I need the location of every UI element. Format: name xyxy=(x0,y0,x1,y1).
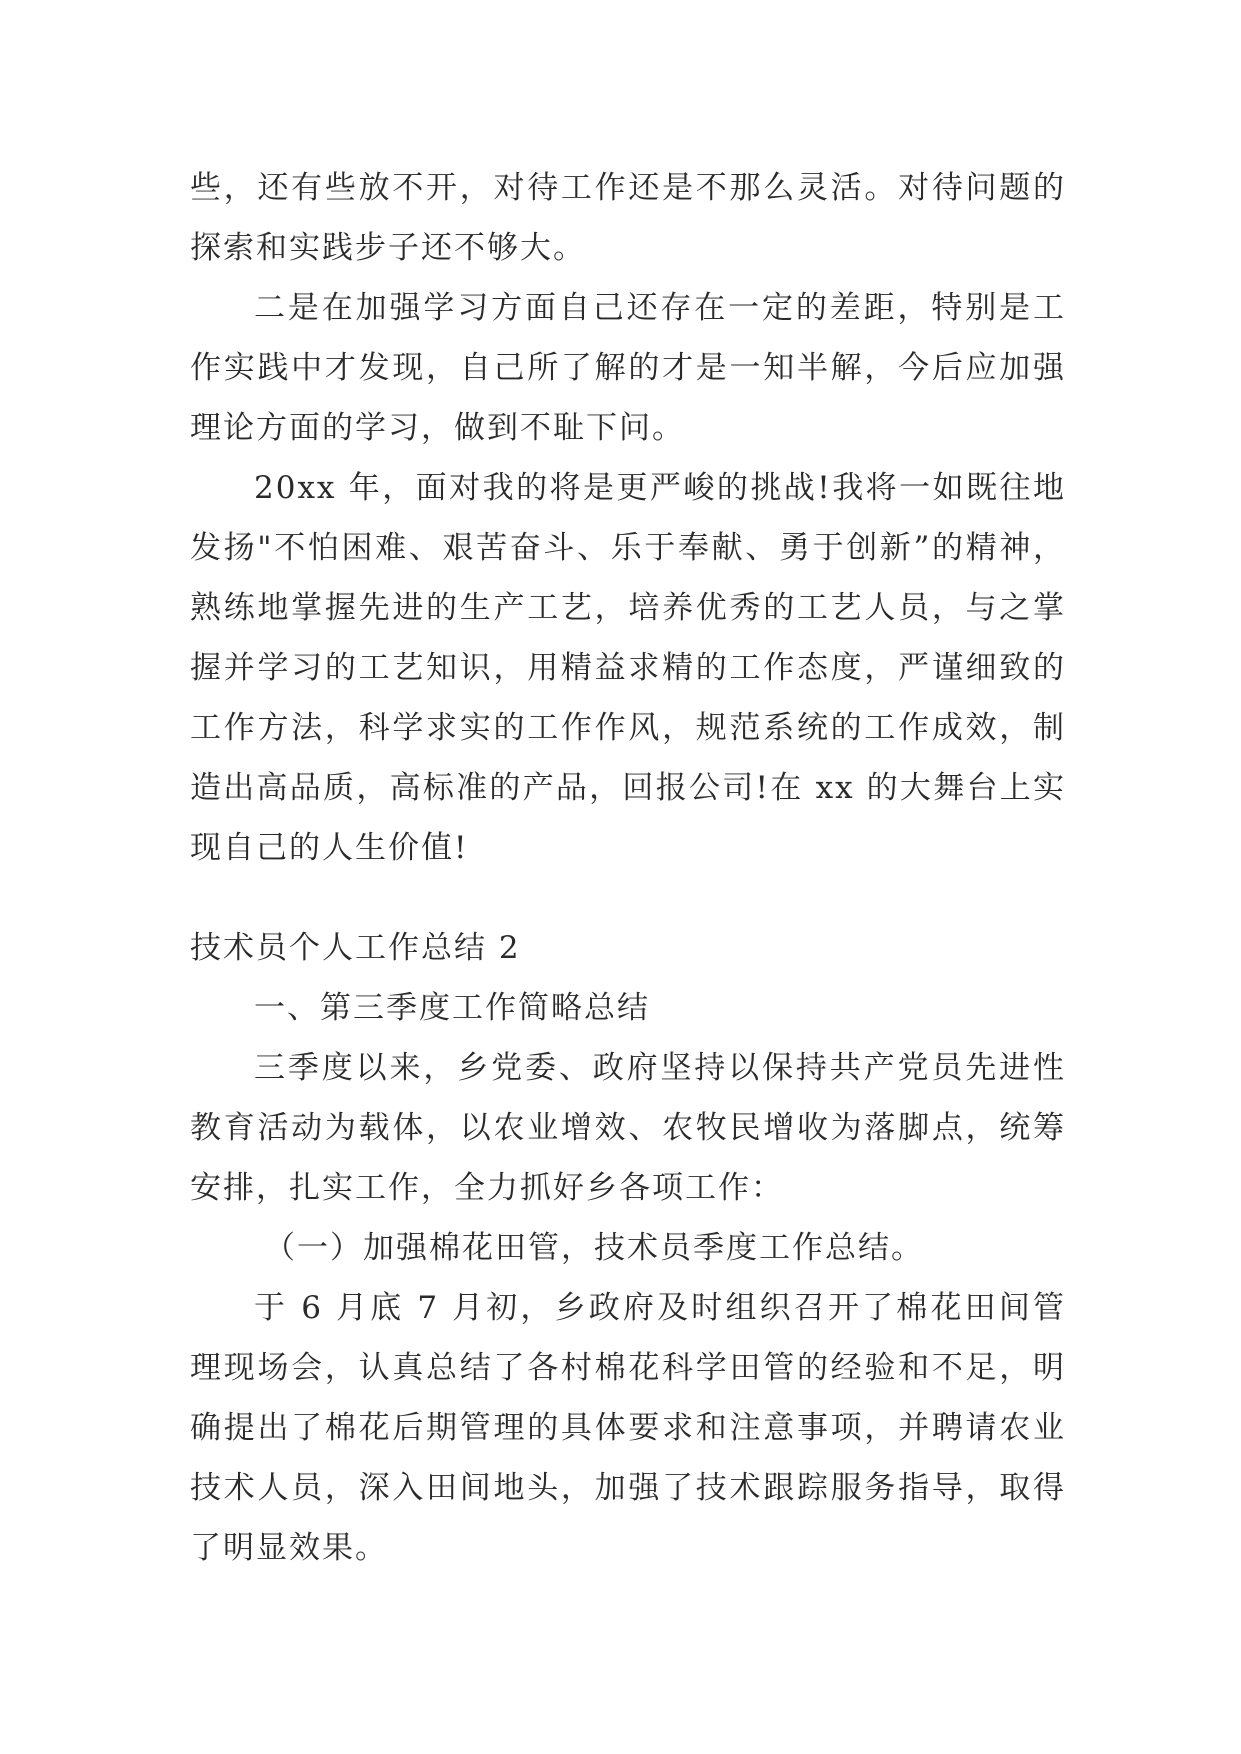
item-heading: （一）加强棉花田管，技术员季度工作总结。 xyxy=(264,1230,924,1266)
paragraph-cotton-management: 于 6 月底 7 月初，乡政府及时组织召开了棉花田间管理现场会，认真总结了各村棉花科学田管的经验和不足，明确提出了棉花后期管理的具体要求和注意事项，并聘请农业技术人员，深入田间地头，加强了技术跟踪服务指导，取得了明显效果。 xyxy=(190,1290,1066,1566)
paragraph-future-goals: 20xx 年，面对我的将是更严峻的挑战!我将一如既往地发扬"不怕困难、艰苦奋斗、乐于奉献、勇于创新”的精神，熟练地掌握先进的生产工艺，培养优秀的工艺人员，与之掌握并学习的工艺知识，用精益求精的工作态度，严谨细致的工作方法，科学求实的工作作风，规范系统的工作成效，制造出高品质，高标准的产品，回报公司!在 xx 的大舞台上实现自己的人生价值! xyxy=(190,470,1066,866)
paragraph-intro: 三季度以来，乡党委、政府坚持以保持共产党员先进性教育活动为载体，以农业增效、农牧民增收为落脚点，统筹安排，扎实工作，全力抓好乡各项工作： xyxy=(190,1050,1066,1206)
paragraph-continuation: 些，还有些放不开，对待工作还是不那么灵活。对待问题的探索和实践步子还不够大。 xyxy=(190,170,1066,266)
section-spacer xyxy=(190,878,1066,918)
section-title: 技术员个人工作总结 2 xyxy=(190,930,521,966)
subheading: 一、第三季度工作简略总结 xyxy=(254,990,650,1026)
document-body xyxy=(190,158,1066,1578)
paragraph-learning-gap: 二是在加强学习方面自己还存在一定的差距，特别是工作实践中才发现，自己所了解的才是一知半解，今后应加强理论方面的学习，做到不耻下问。 xyxy=(190,290,1066,446)
